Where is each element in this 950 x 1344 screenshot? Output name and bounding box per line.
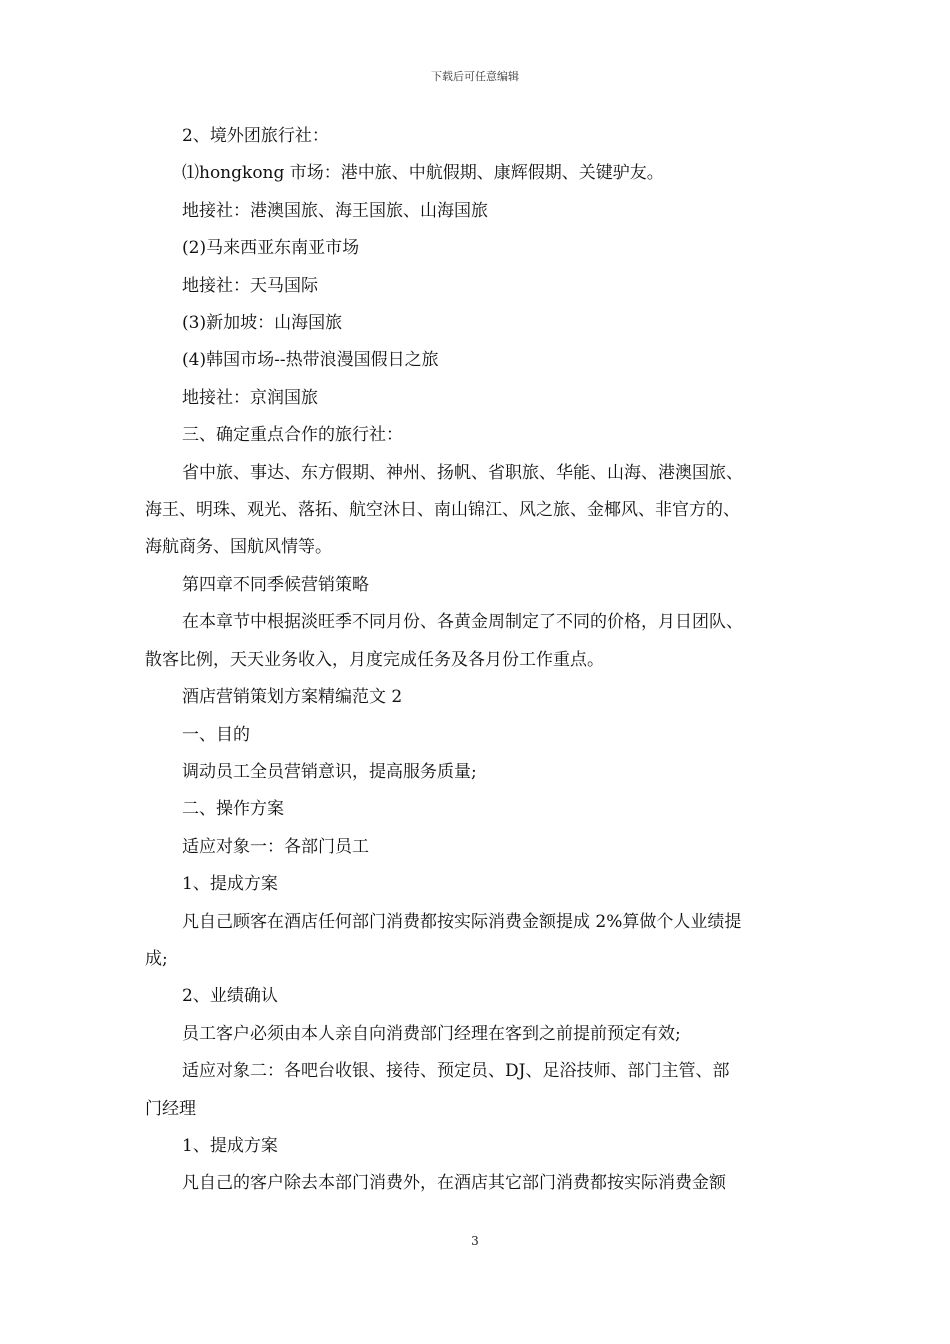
text-line: 门经理 (145, 1098, 196, 1119)
text-line: 调动员工全员营销意识，提高服务质量; (182, 761, 477, 782)
text-line: 海航商务、国航风情等。 (145, 537, 332, 558)
text-line: 地接社：京润国旅 (182, 387, 318, 408)
text-line: 员工客户必须由本人亲自向消费部门经理在客到之前提前预定有效; (182, 1023, 681, 1044)
text-line: 海王、明珠、观光、落拓、航空沐日、南山锦江、风之旅、金椰风、非官方的、 (145, 500, 740, 521)
page-number: 3 (471, 1234, 479, 1248)
text-line: 成; (145, 948, 168, 969)
document-body (145, 118, 813, 1203)
text-line: ⑴hongkong 市场：港中旅、中航假期、康辉假期、关键驴友。 (182, 163, 664, 184)
text-line: 1、提成方案 (182, 874, 278, 895)
text-line: 适应对象二：各吧台收银、接待、预定员、DJ、足浴技师、部门主管、部 (182, 1061, 730, 1082)
page-header: 下载后可任意编辑 (431, 70, 519, 83)
text-line: 2、境外团旅行社： (182, 126, 329, 146)
text-line: 一、目的 (182, 724, 250, 745)
text-line: 1、提成方案 (182, 1135, 278, 1156)
text-line: (2)马来西亚东南亚市场 (182, 238, 360, 259)
text-line: 省中旅、事达、东方假期、神州、扬帆、省职旅、华能、山海、港澳国旅、 (182, 462, 743, 483)
text-line: 散客比例，天天业务收入，月度完成任务及各月份工作重点。 (145, 649, 604, 670)
text-line: 地接社：天马国际 (182, 275, 318, 296)
text-line: 凡自己顾客在酒店任何部门消费都按实际消费金额提成 2%算做个人业绩提 (182, 911, 742, 932)
text-line: 凡自己的客户除去本部门消费外，在酒店其它部门消费都按实际消费金额 (182, 1173, 726, 1194)
text-line: 第四章不同季候营销策略 (182, 574, 369, 595)
text-line: 在本章节中根据淡旺季不同月份、各黄金周制定了不同的价格，月日团队、 (182, 612, 743, 633)
text-line: (4)韩国市场--热带浪漫国假日之旅 (182, 350, 439, 371)
text-line: 2、业绩确认 (182, 986, 278, 1007)
text-line: 地接社：港澳国旅、海王国旅、山海国旅 (182, 200, 488, 221)
text-line: 适应对象一：各部门员工 (182, 836, 369, 857)
text-line: 三、确定重点合作的旅行社： (182, 425, 403, 446)
text-line: 二、操作方案 (182, 799, 284, 820)
text-line: 酒店营销策划方案精编范文 2 (182, 687, 403, 708)
text-line: (3)新加坡：山海国旅 (182, 313, 343, 334)
